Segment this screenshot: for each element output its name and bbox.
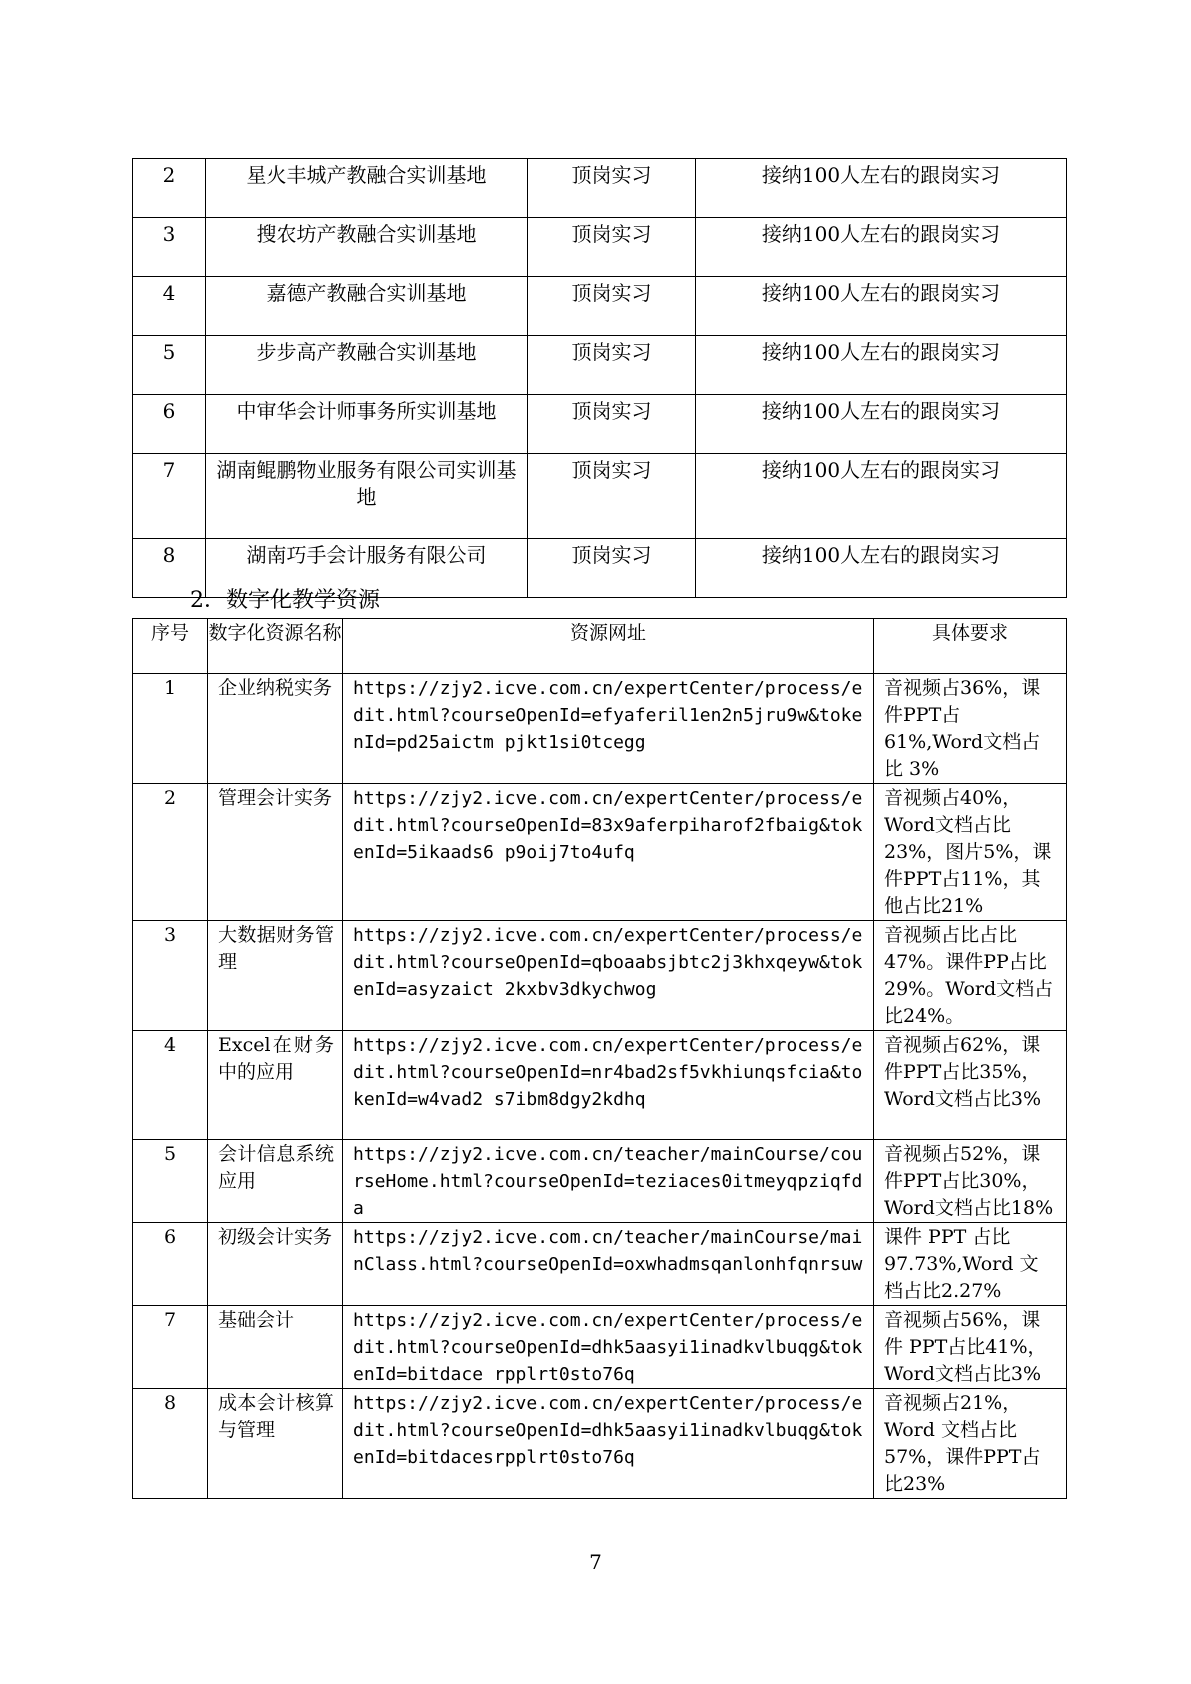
table-header-row (133, 619, 1067, 674)
resource-requirement: 音视频占56%，课件 PPT占比41%，Word文档占比3% (874, 1306, 1067, 1389)
resource-requirement: 音视频占40%，Word文档占比23%，图片5%，课件PPT占11%，其他占比21% (874, 784, 1067, 921)
resource-url[interactable]: https://zjy2.icve.com.cn/expertCenter/process/edit.html?courseOpenId=nr4bad2sf5vkhiunqsfcia&tokenId=w4vad2 s7ibm8dgy2kdhq (343, 1031, 874, 1140)
row-number: 7 (133, 454, 206, 539)
resource-url[interactable]: https://zjy2.icve.com.cn/expertCenter/process/edit.html?courseOpenId=dhk5aasyi1inadkvlbuqg&tokenId=bitdacesrpplrt0sto76q (343, 1389, 874, 1499)
row-number: 5 (133, 336, 206, 395)
header-number: 序号 (133, 619, 208, 674)
practice-base-table (132, 158, 1067, 598)
row-number: 2 (133, 159, 206, 218)
table-row (133, 159, 1067, 218)
base-name: 嘉德产教融合实训基地 (206, 277, 528, 336)
row-number: 4 (133, 1031, 208, 1140)
header-url: 资源网址 (343, 619, 874, 674)
row-number: 3 (133, 921, 208, 1031)
resource-name: 企业纳税实务 (208, 674, 343, 784)
row-number: 6 (133, 1223, 208, 1306)
resource-requirement: 音视频占62%，课件PPT占比35%，Word文档占比3% (874, 1031, 1067, 1140)
resource-requirement: 音视频占36%，课件PPT占61%,Word文档占比 3% (874, 674, 1067, 784)
row-number: 8 (133, 1389, 208, 1499)
practice-capacity: 接纳100人左右的跟岗实习 (696, 277, 1067, 336)
table-row (133, 1389, 1067, 1499)
resource-name: 管理会计实务 (208, 784, 343, 921)
base-name: 星火丰城产教融合实训基地 (206, 159, 528, 218)
resource-url[interactable]: https://zjy2.icve.com.cn/expertCenter/process/edit.html?courseOpenId=efyaferil1en2n5jru9w&tokenId=pd25aictm pjkt1si0tcegg (343, 674, 874, 784)
digital-resources-table (132, 618, 1067, 1499)
base-name: 湖南巧手会计服务有限公司 (206, 539, 528, 598)
resource-url[interactable]: https://zjy2.icve.com.cn/expertCenter/process/edit.html?courseOpenId=qboaabsjbtc2j3khxqeyw&tokenId=asyzaict 2kxbv3dkychwog (343, 921, 874, 1031)
practice-type: 顶岗实习 (528, 159, 696, 218)
practice-type: 顶岗实习 (528, 539, 696, 598)
practice-capacity: 接纳100人左右的跟岗实习 (696, 539, 1067, 598)
row-number: 8 (133, 539, 206, 598)
row-number: 5 (133, 1140, 208, 1223)
table-row (133, 277, 1067, 336)
practice-type: 顶岗实习 (528, 277, 696, 336)
resource-name: 初级会计实务 (208, 1223, 343, 1306)
resource-name: 成本会计核算与管理 (208, 1389, 343, 1499)
resource-requirement: 音视频占52%，课件PPT占比30%，Word文档占比18% (874, 1140, 1067, 1223)
practice-type: 顶岗实习 (528, 395, 696, 454)
resource-requirement: 音视频占21%，Word 文档占比57%，课件PPT占比23% (874, 1389, 1067, 1499)
resource-url[interactable]: https://zjy2.icve.com.cn/expertCenter/process/edit.html?courseOpenId=dhk5aasyi1inadkvlbuqg&tokenId=bitdace rpplrt0sto76q (343, 1306, 874, 1389)
base-name: 中审华会计师事务所实训基地 (206, 395, 528, 454)
resource-url[interactable]: https://zjy2.icve.com.cn/expertCenter/process/edit.html?courseOpenId=83x9aferpiharof2fbaig&tokenId=5ikaads6 p9oij7to4ufq (343, 784, 874, 921)
practice-capacity: 接纳100人左右的跟岗实习 (696, 336, 1067, 395)
page-number: 7 (589, 1550, 602, 1574)
base-name: 搜农坊产教融合实训基地 (206, 218, 528, 277)
base-name: 湖南鲲鹏物业服务有限公司实训基地 (206, 454, 528, 539)
table-row (133, 1140, 1067, 1223)
resource-name: Excel在财务中的应用 (208, 1031, 343, 1140)
practice-capacity: 接纳100人左右的跟岗实习 (696, 395, 1067, 454)
practice-capacity: 接纳100人左右的跟岗实习 (696, 218, 1067, 277)
resource-name: 大数据财务管理 (208, 921, 343, 1031)
row-number: 7 (133, 1306, 208, 1389)
table-row (133, 395, 1067, 454)
table-row (133, 1031, 1067, 1140)
resource-name: 会计信息系统应用 (208, 1140, 343, 1223)
resource-url[interactable]: https://zjy2.icve.com.cn/teacher/mainCourse/mainClass.html?courseOpenId=oxwhadmsqanlonhfqnrsuw (343, 1223, 874, 1306)
row-number: 2 (133, 784, 208, 921)
row-number: 4 (133, 277, 206, 336)
table-row (133, 336, 1067, 395)
resource-url[interactable]: https://zjy2.icve.com.cn/teacher/mainCourse/courseHome.html?courseOpenId=teziaces0itmeyqpziqfda (343, 1140, 874, 1223)
practice-capacity: 接纳100人左右的跟岗实习 (696, 454, 1067, 539)
header-name: 数字化资源名称 (208, 619, 343, 674)
table-row (133, 674, 1067, 784)
section-heading: 2．数字化教学资源 (190, 588, 380, 613)
table-row (133, 1223, 1067, 1306)
table-row (133, 454, 1067, 539)
practice-type: 顶岗实习 (528, 218, 696, 277)
practice-type: 顶岗实习 (528, 454, 696, 539)
table-row (133, 218, 1067, 277)
resource-requirement: 课件 PPT 占比97.73%,Word 文档占比2.27% (874, 1223, 1067, 1306)
practice-capacity: 接纳100人左右的跟岗实习 (696, 159, 1067, 218)
header-requirement: 具体要求 (874, 619, 1067, 674)
base-name: 步步高产教融合实训基地 (206, 336, 528, 395)
row-number: 6 (133, 395, 206, 454)
resource-requirement: 音视频占比占比47%。课件PP占比29%。Word文档占比24%。 (874, 921, 1067, 1031)
row-number: 1 (133, 674, 208, 784)
row-number: 3 (133, 218, 206, 277)
table-row (133, 921, 1067, 1031)
resource-name: 基础会计 (208, 1306, 343, 1389)
table-row (133, 1306, 1067, 1389)
table-row (133, 784, 1067, 921)
practice-type: 顶岗实习 (528, 336, 696, 395)
